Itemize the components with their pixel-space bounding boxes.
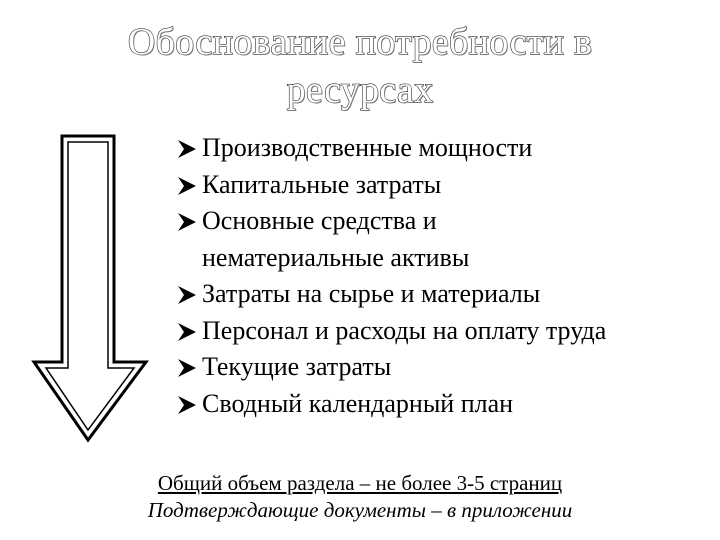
slide-title-line-2: ресурсах (286, 69, 434, 111)
arrow-right-bullet-icon (176, 395, 198, 415)
bullet-text: нематериальные активы (202, 242, 470, 272)
slide-title (60, 18, 660, 114)
bullet-item (176, 130, 606, 167)
bullet-item (176, 386, 606, 423)
slide-footer (0, 470, 720, 524)
bullet-item-continuation (176, 240, 606, 277)
bullet-text: Капитальные затраты (202, 169, 442, 199)
bullet-text: Сводный календарный план (202, 388, 514, 418)
arrow-right-bullet-icon (176, 139, 198, 159)
bullet-list (176, 130, 606, 422)
arrow-right-bullet-icon (176, 212, 198, 232)
arrow-right-bullet-icon (176, 285, 198, 305)
bullet-text: Основные средства и (202, 206, 437, 235)
bullet-item (176, 276, 606, 313)
bullet-item (176, 349, 606, 386)
down-arrow-icon (30, 132, 154, 444)
arrow-right-bullet-icon (176, 176, 198, 196)
bullet-item (176, 313, 606, 350)
bullet-text: Затраты на сырье и материалы (202, 279, 541, 308)
bullet-item (176, 203, 606, 240)
bullet-text: Производственные мощности (202, 133, 533, 162)
arrow-right-bullet-icon (176, 358, 198, 378)
slide-title-line-1: Обоснование потребности в (127, 21, 593, 63)
bullet-text: Персонал и расходы на оплату труда (202, 315, 607, 345)
bullet-text: Текущие затраты (202, 352, 392, 381)
arrow-right-bullet-icon (176, 322, 198, 342)
footer-attachments-note: Подтверждающие документы – в приложении (147, 498, 573, 522)
bullet-item (176, 167, 606, 204)
footer-page-limit-note: Общий объем раздела – не более 3-5 страниц (157, 471, 563, 495)
